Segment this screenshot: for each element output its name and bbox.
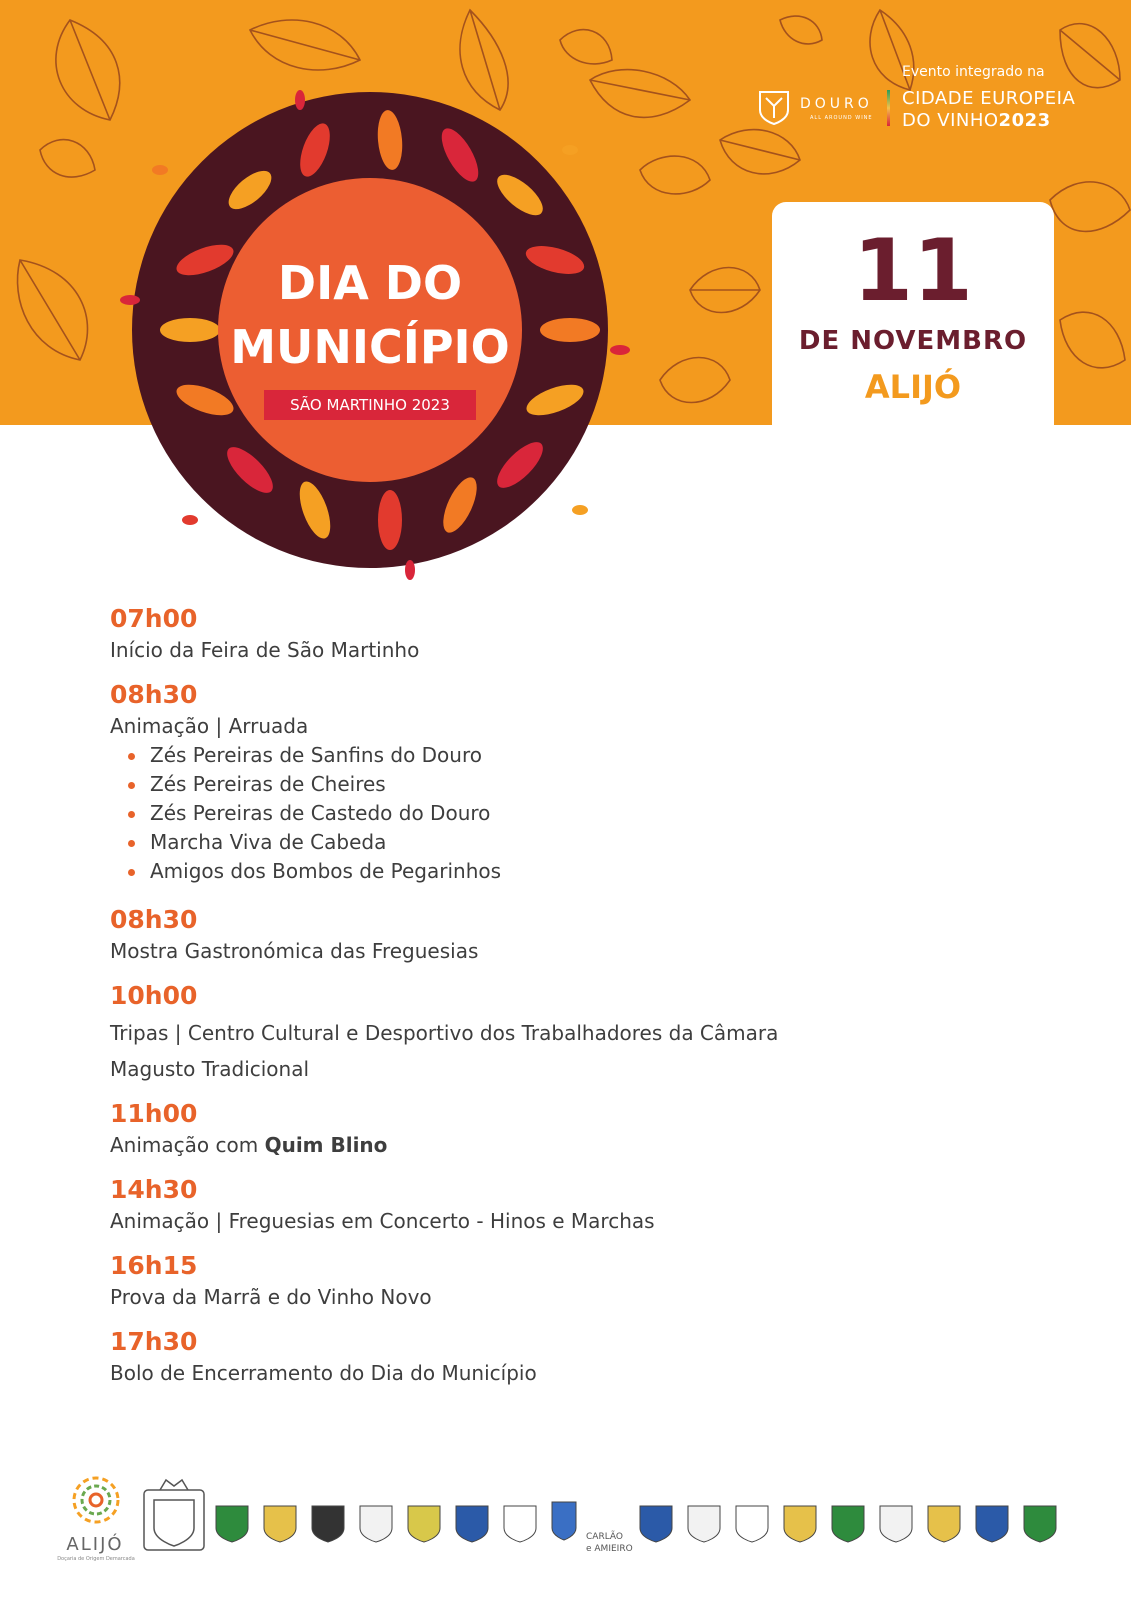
list-item: Amigos dos Bombos de Pegarinhos — [128, 857, 1010, 886]
schedule-item — [110, 1250, 1010, 1312]
arruada-list — [110, 741, 1010, 886]
eu-wine-line — [902, 110, 1051, 131]
date-card — [772, 202, 1054, 432]
schedule-item — [110, 1098, 1010, 1160]
schedule-description: Bolo de Encerramento do Dia do Município — [110, 1361, 537, 1385]
union-label-2: e AMIEIRO — [586, 1544, 633, 1554]
parish-crest-icon — [216, 1502, 1056, 1542]
list-item: Zés Pereiras de Castedo do Douro — [128, 799, 1010, 828]
alijo-tagline: Doçaria de Origem Demarcada — [57, 1556, 135, 1562]
schedule-time: 10h00 — [110, 981, 198, 1010]
schedule-item — [110, 904, 1010, 966]
schedule-description: Animação | Freguesias em Concerto - Hinos e Marchas — [110, 1209, 655, 1233]
event-subtitle-badge: SÃO MARTINHO 2023 — [264, 390, 476, 420]
list-item: Marcha Viva de Cabeda — [128, 828, 1010, 857]
schedule-time: 07h00 — [110, 604, 198, 633]
municipal-crest-icon — [144, 1480, 204, 1550]
alijo-wordmark: ALIJÓ — [66, 1534, 124, 1555]
union-label-1: CARLÃO — [586, 1532, 623, 1542]
sponsor-footer — [56, 1468, 1076, 1578]
schedule-item — [110, 1326, 1010, 1388]
eu-year: 2023 — [998, 110, 1051, 131]
european-city-of-wine-badge — [740, 60, 1080, 140]
schedule-description: Tripas | Centro Cultural e Desportivo dos Trabalhadores da Câmara — [110, 1021, 779, 1045]
parish-crests-row — [140, 1468, 1080, 1578]
list-item: Zés Pereiras de Cheires — [128, 770, 1010, 799]
alijo-swirl-icon — [66, 1474, 126, 1526]
schedule-time: 11h00 — [110, 1099, 198, 1128]
schedule-description — [110, 1130, 1010, 1160]
douro-logo-icon — [758, 90, 790, 126]
event-place: ALIJÓ — [864, 368, 962, 406]
schedule-time: 16h15 — [110, 1251, 198, 1280]
alijo-brand-logo — [56, 1474, 136, 1564]
desc-prefix: Animação com — [110, 1133, 265, 1157]
schedule-item — [110, 980, 1010, 1084]
douro-tagline: ALL AROUND WINE — [810, 115, 873, 121]
schedule-description-2: Magusto Tradicional — [110, 1057, 310, 1081]
schedule-description: Mostra Gastronómica das Freguesias — [110, 939, 479, 963]
schedule-description: Início da Feira de São Martinho — [110, 638, 420, 662]
schedule-time: 08h30 — [110, 680, 198, 709]
eu-city-line: CIDADE EUROPEIA — [902, 88, 1076, 109]
schedule-time: 08h30 — [110, 905, 198, 934]
title-medallion — [100, 80, 640, 600]
event-title-line2: MUNICÍPIO — [230, 320, 510, 374]
integrated-label: Evento integrado na — [902, 64, 1045, 80]
eu-wine-prefix: DO VINHO — [902, 110, 999, 131]
event-day: 11 — [853, 221, 973, 321]
schedule-item — [110, 1174, 1010, 1236]
performer-name: Quim Blino — [264, 1133, 388, 1157]
schedule-description: Animação | Arruada — [110, 714, 309, 738]
schedule-item — [110, 679, 1010, 886]
eu-divider — [887, 90, 890, 126]
event-title-line1: DIA DO — [277, 256, 463, 310]
program-schedule — [110, 603, 1010, 1402]
schedule-item — [110, 603, 1010, 665]
event-month: DE NOVEMBRO — [798, 326, 1028, 356]
schedule-time: 14h30 — [110, 1175, 198, 1204]
schedule-time: 17h30 — [110, 1327, 198, 1356]
list-item: Zés Pereiras de Sanfins do Douro — [128, 741, 1010, 770]
schedule-description: Prova da Marrã e do Vinho Novo — [110, 1285, 432, 1309]
douro-brand: DOURO — [800, 96, 873, 112]
